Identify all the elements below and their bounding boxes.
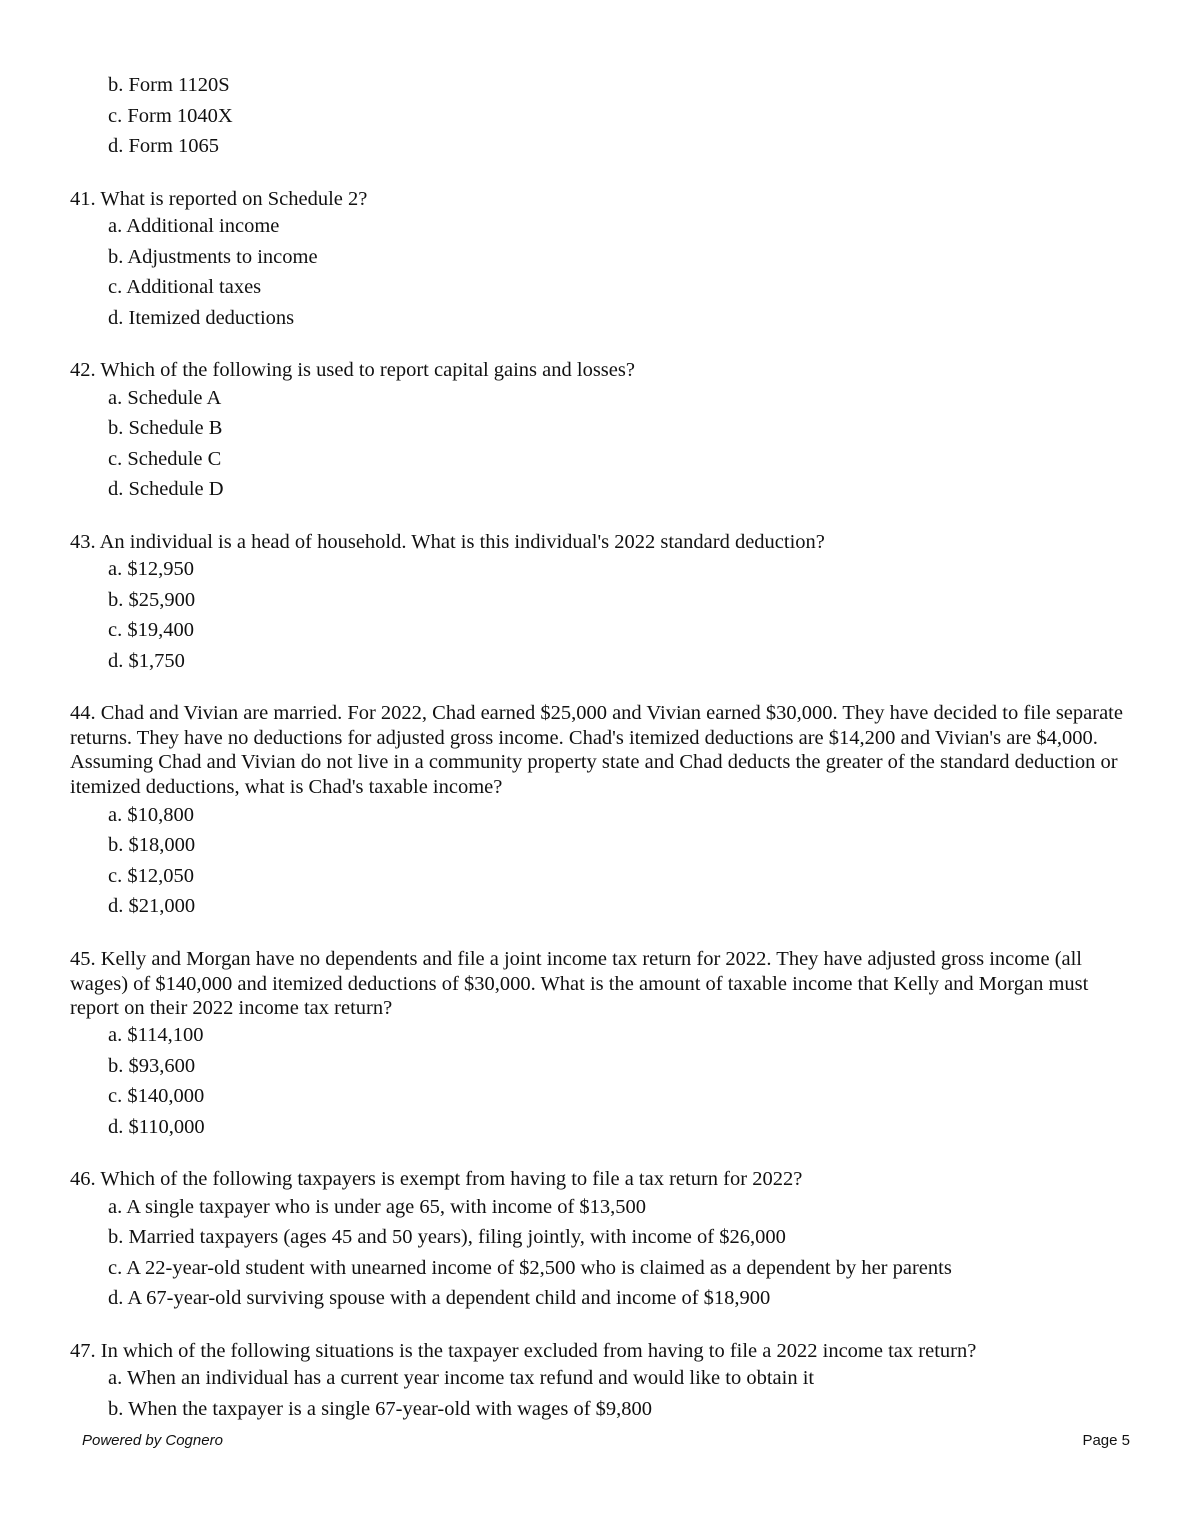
question-44: 44. Chad and Vivian are married. For 2022, Chad earned $25,000 and Vivian earned $30,000. They have decided to file separate returns. They have no deductions for adjusted gross income. Chad's itemized deductions are $14,200 and Vivian's are $4,000. Assuming Chad and Vivian do not live in a community property state and Chad deducts the greater of the standard deduction or itemized deductions, what is Chad's taxable income? <box>70 702 1123 798</box>
option-44-d: d. $21,000 <box>108 895 196 917</box>
question-41: 41. What is reported on Schedule 2? <box>70 188 368 210</box>
option-45-c: c. $140,000 <box>108 1085 205 1107</box>
option-42-c: c. Schedule C <box>108 448 222 470</box>
option-46-c: c. A 22-year-old student with unearned income of $2,500 who is claimed as a dependent by her parents <box>108 1257 952 1279</box>
option-43-a: a. $12,950 <box>108 558 194 580</box>
option-43-b: b. $25,900 <box>108 589 196 611</box>
option-40-d: d. Form 1065 <box>108 135 220 157</box>
option-40-b: b. Form 1120S <box>108 74 230 96</box>
option-45-b: b. $93,600 <box>108 1055 196 1077</box>
option-44-a: a. $10,800 <box>108 804 194 826</box>
option-41-c: c. Additional taxes <box>108 276 262 298</box>
question-46: 46. Which of the following taxpayers is exempt from having to file a tax return for 2022? <box>70 1168 803 1190</box>
option-47-b: b. When the taxpayer is a single 67-year-old with wages of $9,800 <box>108 1398 653 1420</box>
option-40-c: c. Form 1040X <box>108 105 233 127</box>
option-46-b: b. Married taxpayers (ages 45 and 50 years), filing jointly, with income of $26,000 <box>108 1226 786 1248</box>
option-46-a: a. A single taxpayer who is under age 65, with income of $13,500 <box>108 1196 647 1218</box>
option-42-d: d. Schedule D <box>108 478 224 500</box>
question-45: 45. Kelly and Morgan have no dependents and file a joint income tax return for 2022. They have adjusted gross income (all wages) of $140,000 and itemized deductions of $30,000. What is the amount of taxable income that Kelly and Morgan must report on their 2022 income tax return? <box>70 948 1089 1019</box>
option-45-d: d. $110,000 <box>108 1116 205 1138</box>
option-42-b: b. Schedule B <box>108 417 223 439</box>
question-42: 42. Which of the following is used to report capital gains and losses? <box>70 359 635 381</box>
footer-powered-by: Powered by Cognero <box>82 1432 223 1449</box>
option-43-d: d. $1,750 <box>108 650 185 672</box>
option-47-a: a. When an individual has a current year income tax refund and would like to obtain it <box>108 1367 815 1389</box>
option-44-b: b. $18,000 <box>108 834 196 856</box>
option-45-a: a. $114,100 <box>108 1024 204 1046</box>
option-43-c: c. $19,400 <box>108 619 194 641</box>
option-41-a: a. Additional income <box>108 215 280 237</box>
question-47: 47. In which of the following situations is the taxpayer excluded from having to file a 2022 income tax return? <box>70 1340 977 1362</box>
option-44-c: c. $12,050 <box>108 865 194 887</box>
option-41-d: d. Itemized deductions <box>108 307 295 329</box>
option-41-b: b. Adjustments to income <box>108 246 318 268</box>
footer-page-number: Page 5 <box>1082 1432 1130 1449</box>
question-43: 43. An individual is a head of household. What is this individual's 2022 standard deduction? <box>70 531 825 553</box>
option-42-a: a. Schedule A <box>108 387 222 409</box>
option-46-d: d. A 67-year-old surviving spouse with a dependent child and income of $18,900 <box>108 1287 771 1309</box>
